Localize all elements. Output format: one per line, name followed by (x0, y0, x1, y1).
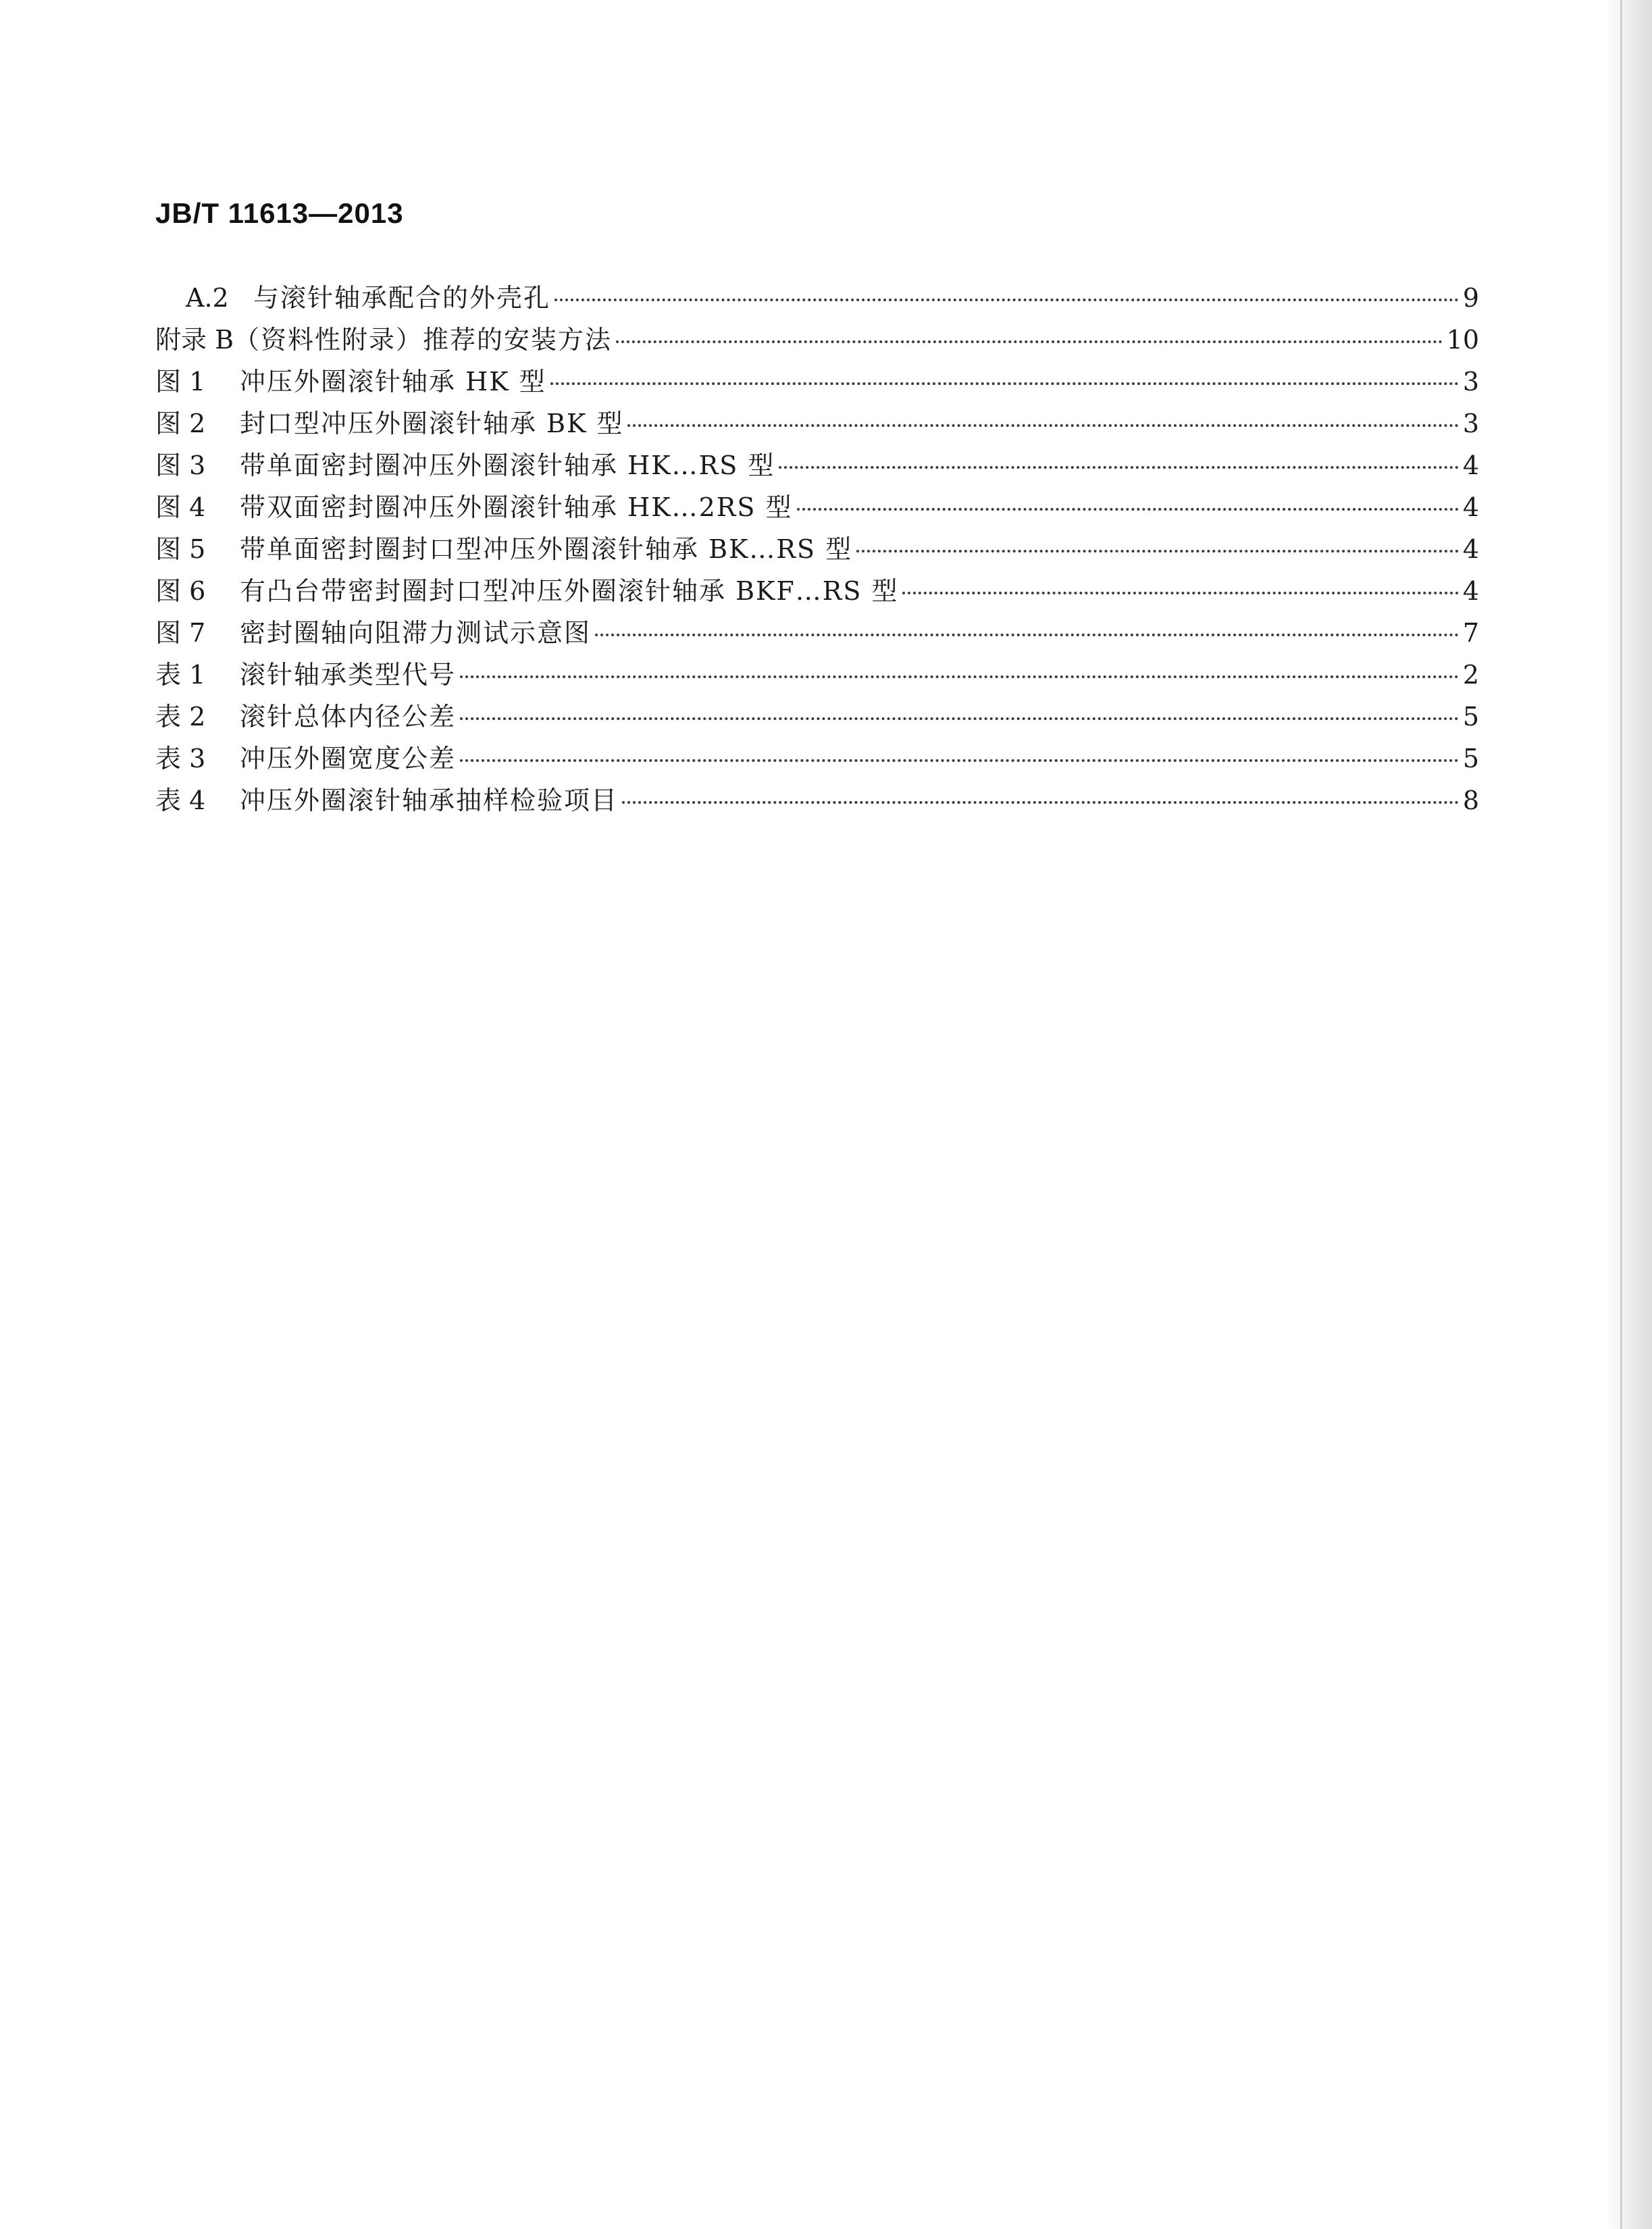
toc-entry[interactable] (155, 361, 1479, 403)
toc-entry-title: 封口型冲压外圈滚针轴承 BK 型 (240, 409, 624, 438)
toc-dot-leader (550, 382, 1459, 385)
toc-entry-page: 4 (1462, 576, 1479, 606)
toc-dot-leader (779, 466, 1458, 469)
table-of-contents (155, 277, 1479, 821)
toc-entry[interactable] (155, 486, 1479, 528)
toc-entry-page: 8 (1462, 786, 1479, 815)
toc-entry-title: 冲压外圈滚针轴承抽样检验项目 (240, 786, 619, 815)
toc-entry-page: 9 (1462, 283, 1479, 313)
toc-entry-page: 4 (1462, 492, 1479, 522)
toc-entry[interactable] (155, 277, 1479, 319)
toc-dot-leader (856, 550, 1459, 553)
toc-dot-leader (627, 424, 1458, 427)
toc-entry-number: 图 5 (155, 534, 206, 564)
toc-entry-page: 3 (1462, 367, 1479, 396)
toc-entry[interactable] (155, 403, 1479, 444)
toc-entry-title: 滚针总体内径公差 (240, 702, 457, 732)
toc-entry-title: 带单面密封圈封口型冲压外圈滚针轴承 BK…RS 型 (240, 534, 853, 564)
page-edge-shadow (1605, 0, 1652, 2229)
toc-dot-leader (460, 675, 1459, 678)
toc-entry-number: 图 3 (155, 451, 206, 480)
toc-entry-page: 4 (1462, 534, 1479, 564)
toc-entry-title: 冲压外圈滚针轴承 HK 型 (240, 367, 546, 396)
toc-entry-number: 图 2 (155, 409, 206, 438)
toc-dot-leader (797, 508, 1459, 511)
toc-entry-number: A.2 (186, 283, 229, 313)
toc-entry-number: 图 7 (155, 618, 206, 648)
standard-number-header: JB/T 11613—2013 (155, 197, 404, 229)
toc-dot-leader (622, 801, 1459, 804)
toc-entry-title: 滚针轴承类型代号 (240, 660, 457, 690)
toc-entry-page: 2 (1462, 660, 1479, 690)
toc-dot-leader (460, 759, 1459, 762)
toc-entry-title: 密封圈轴向阻滞力测试示意图 (240, 618, 592, 648)
toc-entry[interactable] (155, 738, 1479, 779)
toc-entry-number: 图 4 (155, 492, 206, 522)
toc-dot-leader (616, 340, 1443, 343)
toc-entry[interactable] (155, 570, 1479, 612)
toc-entry-title: 带单面密封圈冲压外圈滚针轴承 HK…RS 型 (240, 451, 775, 480)
toc-entry[interactable] (155, 779, 1479, 821)
toc-entry[interactable] (155, 654, 1479, 696)
toc-entry-number: 表 1 (155, 660, 206, 690)
toc-entry-page: 10 (1446, 325, 1479, 355)
toc-entry-title: 与滚针轴承配合的外壳孔 (253, 283, 551, 313)
toc-entry-number: 图 1 (155, 367, 206, 396)
toc-dot-leader (902, 592, 1458, 594)
page-edge-line (1620, 0, 1622, 2229)
toc-entry[interactable] (155, 528, 1479, 570)
toc-entry-number: 表 2 (155, 702, 206, 732)
toc-entry-title: （资料性附录）推荐的安装方法 (234, 325, 613, 355)
toc-entry-title: 冲压外圈宽度公差 (240, 744, 457, 773)
toc-entry-number: 附录 B (155, 325, 234, 355)
toc-entry-page: 7 (1462, 618, 1479, 648)
toc-entry[interactable] (155, 696, 1479, 738)
toc-entry-page: 5 (1462, 702, 1479, 732)
toc-entry-number: 图 6 (155, 576, 206, 606)
toc-entry[interactable] (155, 444, 1479, 486)
toc-dot-leader (554, 299, 1459, 301)
toc-entry-title: 带双面密封圈冲压外圈滚针轴承 HK…2RS 型 (240, 492, 793, 522)
toc-entry-page: 4 (1462, 451, 1479, 480)
toc-entry-number: 表 4 (155, 786, 206, 815)
toc-entry-page: 3 (1462, 409, 1479, 438)
toc-entry-title: 有凸台带密封圈封口型冲压外圈滚针轴承 BKF…RS 型 (240, 576, 899, 606)
toc-dot-leader (595, 634, 1459, 636)
toc-entry[interactable] (155, 612, 1479, 654)
toc-entry-page: 5 (1462, 744, 1479, 773)
toc-entry-number: 表 3 (155, 744, 206, 773)
toc-dot-leader (460, 717, 1459, 720)
toc-entry[interactable] (155, 319, 1479, 361)
